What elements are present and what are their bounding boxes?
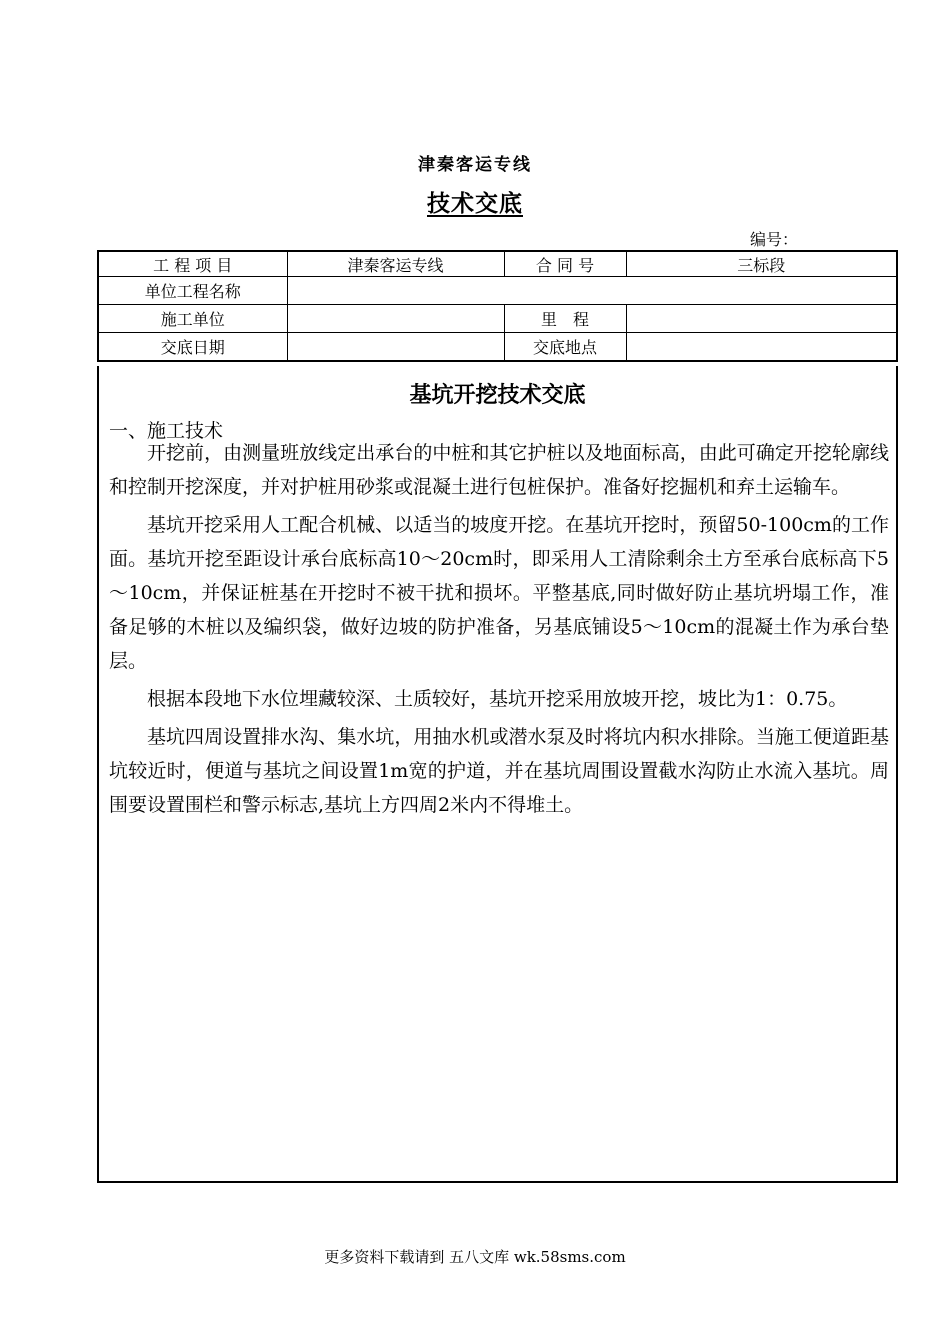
document-title-text: 技术交底 [427,191,523,217]
section-title: 基坑开挖技术交底 [409,383,586,408]
project-label: 工 程 项 目 [98,251,287,277]
table-row [98,305,897,333]
date-label: 交底日期 [98,333,287,362]
table-row [98,333,897,362]
contract-label: 合 同 号 [504,251,626,277]
footer-link-text: 更多资料下载请到 五八文库 wk.58sms.com [324,1248,626,1266]
contract-value: 三标段 [626,251,897,277]
serial-number-label: 编号： [750,230,799,249]
project-value: 津秦客运专线 [287,251,504,277]
info-table [97,250,898,362]
paragraph: 开挖前，由测量班放线定出承台的中桩和其它护桩以及地面标高，由此可确定开挖轮廓线和控制开挖深度，并对护桩用砂浆或混凝土进行包桩保护。准备好挖掘机和弃土运输车。 [109,442,889,498]
mileage-value [626,305,897,333]
unit-project-label: 单位工程名称 [98,277,287,305]
unit-project-value [287,277,897,305]
document-title [0,185,950,218]
construction-unit-value [287,305,504,333]
content-box [97,366,898,1183]
content-body [109,436,889,826]
place-label: 交底地点 [504,333,626,362]
mileage-label: 里 程 [504,305,626,333]
table-row [98,251,897,277]
place-value [626,333,897,362]
paragraph: 基坑四周设置排水沟、集水坑，用抽水机或潜水泵及时将坑内积水排除。当施工便道距基坑较近时，便道与基坑之间设置1m宽的护道，并在基坑周围设置截水沟防止水流入基坑。周围要设置围栏和警示标志,基坑上方四周2米内不得堆土。 [109,726,889,816]
table-row [98,277,897,305]
paragraph: 根据本段地下水位埋藏较深、土质较好，基坑开挖采用放坡开挖，坡比为1：0.75。 [147,688,848,710]
paragraph: 基坑开挖采用人工配合机械、以适当的坡度开挖。在基坑开挖时，预留50-100cm的工作面。基坑开挖至距设计承台底标高10～20cm时，即采用人工清除剩余土方至承台底标高下5～10cm，并保证桩基在开挖时不被干扰和损坏。平整基底,同时做好防止基坑坍塌工作，准备足够的木桩以及编织袋，做好边坡的防护准备，另基底铺设5～10cm的混凝土作为承台垫层。 [109,514,889,672]
section-heading: 一、施工技术 [109,420,224,442]
project-line: 津秦客运专线 [418,155,532,175]
construction-unit-label: 施工单位 [98,305,287,333]
date-value [287,333,504,362]
